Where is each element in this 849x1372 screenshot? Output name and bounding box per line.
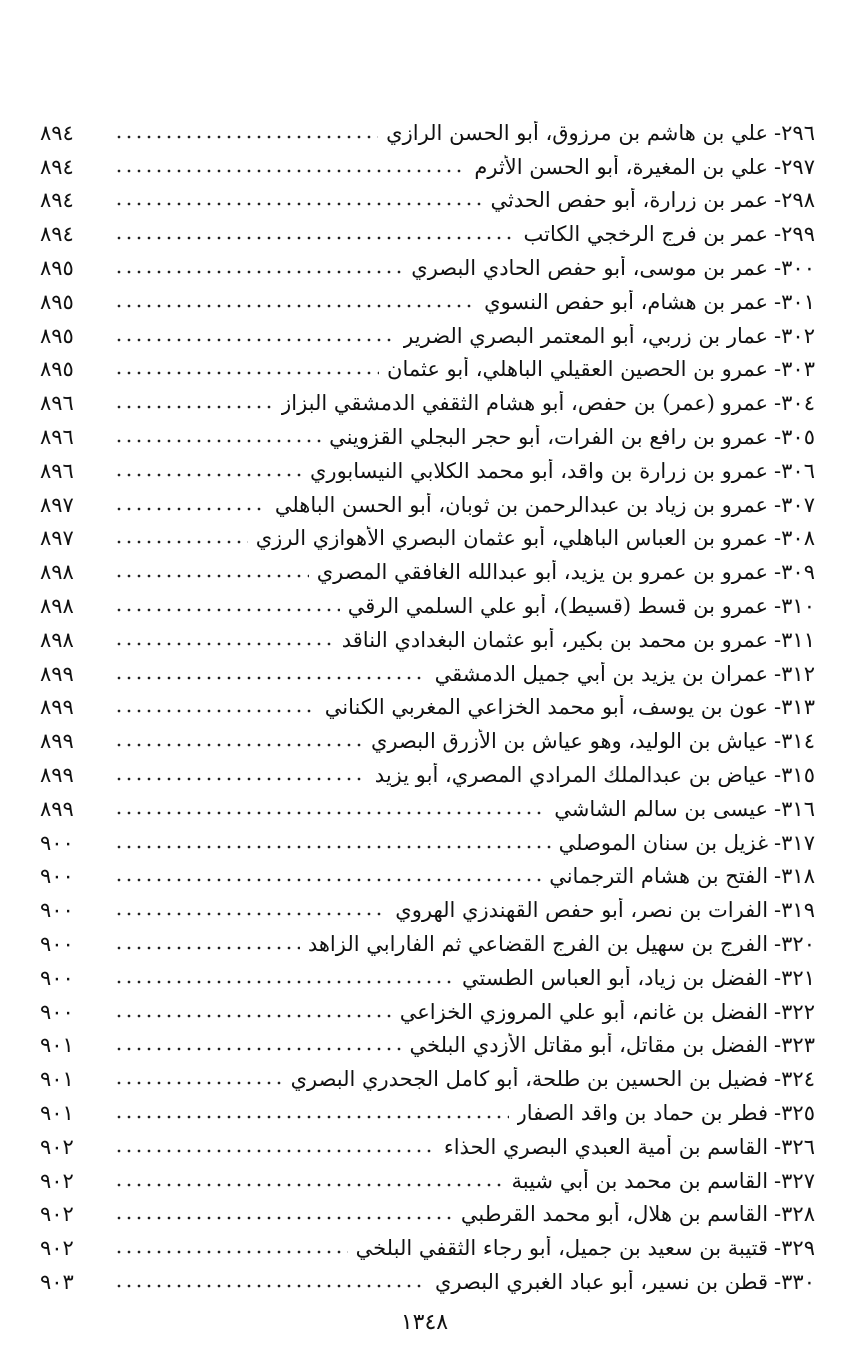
dot-leader [114, 777, 367, 781]
entry-page-number: ٨٩٤ [40, 188, 74, 213]
entry-page-number: ٩٠٠ [40, 830, 74, 855]
dot-leader [114, 912, 387, 916]
toc-entry [40, 1198, 815, 1232]
entry-number: ٣١١ [781, 627, 815, 652]
entry-title: عمر بن موسى، أبو حفص الحادي البصري [411, 256, 769, 281]
dot-leader [114, 507, 267, 511]
entry-number: ٣٠٩ [781, 560, 815, 585]
entry-title: عمر بن هشام، أبو حفص النسوي [484, 289, 769, 314]
entry-page-number: ٨٩٥ [40, 357, 74, 382]
dot-leader [114, 1081, 283, 1085]
dot-leader [114, 574, 309, 578]
entry-separator: - [774, 763, 782, 788]
entry-title: عمرو بن الحصين العقيلي الباهلي، أبو عثمان [387, 357, 769, 382]
toc-entry [40, 724, 815, 758]
entry-number: ٢٩٩ [781, 222, 815, 247]
entry-separator: - [774, 627, 782, 652]
dot-leader [114, 202, 483, 206]
entry-page-number: ٨٩٥ [40, 323, 74, 348]
entry-number: ٣٠٨ [781, 526, 815, 551]
entry-separator: - [774, 594, 782, 619]
toc-entry [40, 454, 815, 488]
dot-leader [114, 405, 273, 409]
entry-number: ٣٢٠ [781, 932, 815, 957]
entry-page-number: ٨٩٩ [40, 763, 74, 788]
entry-separator: - [774, 526, 782, 551]
dot-leader [114, 980, 454, 984]
dot-leader [114, 304, 476, 308]
toc-entry [40, 184, 815, 218]
entry-separator: - [774, 661, 782, 686]
entry-page-number: ٨٩٦ [40, 458, 74, 483]
entry-separator: - [774, 256, 782, 281]
entry-number: ٣٢٤ [781, 1067, 815, 1092]
entry-title: فضيل بن الحسين بن طلحة، أبو كامل الجحدري البصري [290, 1067, 769, 1092]
dot-leader [114, 743, 363, 747]
dot-leader [114, 608, 340, 612]
entry-title: عياض بن عبدالملك المرادي المصري، أبو يزيد [374, 763, 769, 788]
entry-page-number: ٨٩٥ [40, 289, 74, 314]
entry-page-number: ٨٩٩ [40, 695, 74, 720]
dot-leader [114, 540, 248, 544]
entry-title: عمر بن زرارة، أبو حفص الحدثي [490, 188, 769, 213]
dot-leader [114, 1284, 427, 1288]
entry-separator: - [774, 1033, 782, 1058]
dot-leader [114, 1183, 504, 1187]
entry-title: القاسم بن هلال، أبو محمد القرطبي [460, 1202, 769, 1227]
entry-separator: - [774, 695, 782, 720]
toc-entry [40, 1265, 815, 1299]
entry-separator: - [774, 1236, 782, 1261]
dot-leader [114, 709, 317, 713]
entry-number: ٣١٦ [781, 796, 815, 821]
entry-separator: - [774, 965, 782, 990]
entry-number: ٣٠٤ [781, 391, 815, 416]
entry-title: الفضل بن غانم، أبو علي المروزي الخزاعي [399, 999, 769, 1024]
toc-entry [40, 623, 815, 657]
entry-page-number: ٩٠٣ [40, 1269, 74, 1294]
entry-title: علي بن هاشم بن مرزوق، أبو الحسن الرازي [386, 120, 769, 145]
toc-entry [40, 1231, 815, 1265]
entry-number: ٣٠٣ [781, 357, 815, 382]
entry-number: ٣٢٣ [781, 1033, 815, 1058]
entry-page-number: ٨٩٨ [40, 627, 74, 652]
toc-entry [40, 893, 815, 927]
entry-number: ٣٢٧ [781, 1168, 815, 1193]
entry-number: ٣١٠ [781, 594, 815, 619]
dot-leader [114, 1014, 392, 1018]
toc-entry [40, 758, 815, 792]
dot-leader [114, 1149, 436, 1153]
toc-entry [40, 522, 815, 556]
entry-number: ٣١٣ [781, 695, 815, 720]
entry-number: ٣١٩ [781, 898, 815, 923]
entry-title: عيسى بن سالم الشاشي [554, 796, 769, 821]
entry-title: عمر بن فرج الرخجي الكاتب [523, 222, 769, 247]
entry-page-number: ٩٠٢ [40, 1236, 74, 1261]
entry-page-number: ٨٩٤ [40, 154, 74, 179]
entry-separator: - [774, 458, 782, 483]
entry-page-number: ٨٩٦ [40, 391, 74, 416]
entry-separator: - [774, 222, 782, 247]
toc-entry [40, 961, 815, 995]
toc-entry [40, 1062, 815, 1096]
entry-title: عون بن يوسف، أبو محمد الخزاعي المغربي الكناني [324, 695, 769, 720]
entry-number: ٢٩٦ [781, 120, 815, 145]
entry-separator: - [774, 1202, 782, 1227]
toc-entry [40, 860, 815, 894]
entry-title: غزيل بن سنان الموصلي [558, 830, 769, 855]
entry-separator: - [774, 391, 782, 416]
dot-leader [114, 270, 403, 274]
entry-separator: - [774, 932, 782, 957]
dot-leader [114, 1115, 509, 1119]
entry-title: الفضل بن مقاتل، أبو مقاتل الأزدي البلخي [409, 1033, 769, 1058]
entry-title: فطر بن حماد بن واقد الصفار [516, 1101, 769, 1125]
entry-number: ٣٠٥ [781, 425, 815, 450]
entry-title: القاسم بن محمد بن أبي شيبة [511, 1168, 769, 1193]
entry-page-number: ٨٩٨ [40, 560, 74, 585]
toc-entry [40, 927, 815, 961]
entry-separator: - [774, 1269, 782, 1294]
entry-page-number: ٨٩٨ [40, 594, 74, 619]
entry-page-number: ٩٠١ [40, 1067, 74, 1092]
dot-leader [114, 1250, 348, 1254]
entry-separator: - [774, 830, 782, 855]
entry-number: ٣٢٨ [781, 1202, 815, 1227]
dot-leader [114, 1216, 453, 1220]
entry-number: ٣٣٠ [781, 1269, 815, 1294]
entry-number: ٣٠٢ [781, 323, 815, 348]
entry-separator: - [774, 1134, 782, 1159]
entry-number: ٣٢٥ [781, 1101, 815, 1125]
entry-number: ٣١٥ [781, 763, 815, 788]
dot-leader [114, 878, 541, 882]
entry-page-number: ٨٩٩ [40, 796, 74, 821]
toc-entry [40, 420, 815, 454]
entry-number: ٢٩٧ [781, 154, 815, 179]
dot-leader [114, 236, 516, 240]
entry-title: عمرو بن محمد بن بكير، أبو عثمان البغدادي الناقد [341, 627, 769, 652]
entry-separator: - [774, 120, 782, 145]
entry-title: عمرو بن عمرو بن يزيد، أبو عبدالله الغافقي المصري [316, 560, 769, 585]
entry-separator: - [774, 188, 782, 213]
dot-leader [114, 371, 379, 375]
entry-page-number: ٨٩٦ [40, 425, 74, 450]
entry-page-number: ٩٠٠ [40, 898, 74, 923]
toc-entry [40, 150, 815, 184]
entry-page-number: ٨٩٧ [40, 492, 74, 517]
toc-entry [40, 319, 815, 353]
entry-number: ٣٠١ [781, 289, 815, 314]
entry-page-number: ٨٩٥ [40, 256, 74, 281]
entry-separator: - [774, 289, 782, 314]
entry-number: ٣٠٧ [781, 492, 815, 517]
entry-number: ٣٢٩ [781, 1236, 815, 1261]
entry-separator: - [774, 796, 782, 821]
toc-entry [40, 555, 815, 589]
entry-separator: - [774, 425, 782, 450]
entry-title: عمران بن يزيد بن أبي جميل الدمشقي [434, 661, 769, 686]
entry-page-number: ٩٠٠ [40, 965, 74, 990]
entry-number: ٣٢٢ [781, 999, 815, 1024]
entry-separator: - [774, 357, 782, 382]
entry-title: الفرج بن سهيل بن الفرج القضاعي ثم الفارابي الزاهد [307, 932, 769, 957]
entry-title: الفتح بن هشام الترجماني [549, 864, 769, 889]
entry-number: ٣١٤ [781, 729, 815, 754]
entry-page-number: ٨٩٤ [40, 120, 74, 145]
toc-entry [40, 1096, 815, 1130]
entry-separator: - [774, 1101, 782, 1125]
entry-separator: - [774, 898, 782, 923]
entry-separator: - [774, 323, 782, 348]
entry-number: ٣٠٠ [781, 256, 815, 281]
dot-leader [114, 845, 551, 849]
entry-title: عمرو بن قسط (قسيط)، أبو علي السلمي الرقي [347, 594, 769, 619]
toc-entry [40, 386, 815, 420]
toc-entry [40, 691, 815, 725]
entry-number: ٣٢٦ [781, 1134, 815, 1159]
page-number: ١٣٤٨ [400, 1310, 449, 1335]
entry-title: علي بن المغيرة، أبو الحسن الأثرم [474, 154, 769, 179]
entry-separator: - [774, 1168, 782, 1193]
entry-separator: - [774, 560, 782, 585]
entry-page-number: ٨٩٩ [40, 729, 74, 754]
entry-title: الفضل بن زياد، أبو العباس الطستي [462, 965, 769, 990]
entry-page-number: ٨٩٧ [40, 526, 74, 551]
entry-separator: - [774, 492, 782, 517]
dot-leader [114, 1047, 402, 1051]
toc-entry [40, 995, 815, 1029]
toc-entry [40, 826, 815, 860]
entry-page-number: ٨٩٤ [40, 222, 74, 247]
entry-number: ٢٩٨ [781, 188, 815, 213]
entry-number: ٣٢١ [781, 965, 815, 990]
dot-leader [114, 439, 321, 443]
toc-entry [40, 116, 815, 150]
entry-separator: - [774, 154, 782, 179]
toc-entry [40, 217, 815, 251]
entry-title: عمرو بن العباس الباهلي، أبو عثمان البصري الأهوازي الرزي [255, 526, 769, 551]
entry-title: عمرو (عمر) بن حفص، أبو هشام الثقفي الدمشقي البزاز [281, 391, 769, 416]
entry-separator: - [774, 999, 782, 1024]
entry-page-number: ٩٠٢ [40, 1202, 74, 1227]
table-of-contents [40, 116, 815, 1299]
toc-entry [40, 353, 815, 387]
entry-title: القاسم بن أمية العبدي البصري الحذاء [443, 1134, 769, 1159]
entry-title: عمرو بن زياد بن عبدالرحمن بن ثوبان، أبو الحسن الباهلي [274, 492, 769, 517]
toc-entry [40, 285, 815, 319]
entry-separator: - [774, 1067, 782, 1092]
entry-title: عمار بن زربي، أبو المعتمر البصري الضرير [403, 323, 769, 348]
toc-entry [40, 1029, 815, 1063]
entry-page-number: ٩٠١ [40, 1033, 74, 1058]
toc-entry [40, 657, 815, 691]
entry-title: قطن بن نسير، أبو عباد الغبري البصري [434, 1269, 769, 1294]
dot-leader [114, 135, 378, 139]
entry-title: الفرات بن نصر، أبو حفص القهندزي الهروي [395, 898, 769, 923]
dot-leader [114, 473, 302, 477]
entry-title: عياش بن الوليد، وهو عياش بن الأزرق البصري [370, 729, 769, 754]
dot-leader [114, 676, 427, 680]
entry-number: ٣٠٦ [781, 458, 815, 483]
entry-page-number: ٨٩٩ [40, 661, 74, 686]
toc-entry [40, 1130, 815, 1164]
toc-entry [40, 1164, 815, 1198]
entry-page-number: ٩٠٢ [40, 1168, 74, 1193]
entry-page-number: ٩٠١ [40, 1101, 74, 1125]
entry-number: ٣١٧ [781, 830, 815, 855]
toc-entry [40, 589, 815, 623]
toc-entry [40, 488, 815, 522]
entry-title: عمرو بن رافع بن الفرات، أبو حجر البجلي القزويني [329, 425, 769, 450]
toc-entry [40, 792, 815, 826]
dot-leader [114, 169, 466, 173]
entry-separator: - [774, 729, 782, 754]
entry-number: ٣١٢ [781, 661, 815, 686]
toc-entry [40, 251, 815, 285]
entry-page-number: ٩٠٠ [40, 932, 74, 957]
entry-title: قتيبة بن سعيد بن جميل، أبو رجاء الثقفي البلخي [355, 1236, 769, 1261]
entry-number: ٣١٨ [781, 864, 815, 889]
entry-page-number: ٩٠٠ [40, 864, 74, 889]
dot-leader [114, 642, 334, 646]
entry-page-number: ٩٠٢ [40, 1134, 74, 1159]
dot-leader [114, 811, 546, 815]
entry-title: عمرو بن زرارة بن واقد، أبو محمد الكلابي النيسابوري [309, 458, 769, 483]
entry-separator: - [774, 864, 782, 889]
dot-leader [114, 338, 395, 342]
dot-leader [114, 946, 300, 950]
entry-page-number: ٩٠٠ [40, 999, 74, 1024]
